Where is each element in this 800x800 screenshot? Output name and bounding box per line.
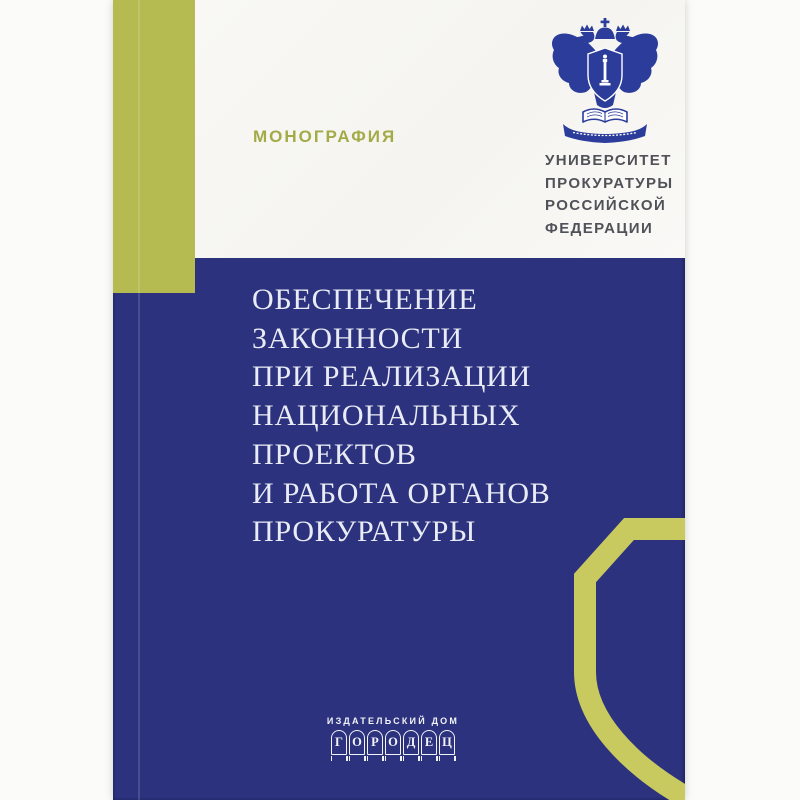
logo-letter-cell: Р xyxy=(367,730,383,755)
logo-letter-cell: Е xyxy=(421,730,437,755)
book-cover xyxy=(113,0,685,800)
book-title xyxy=(252,281,551,552)
title-line: ПРИ РЕАЛИЗАЦИИ xyxy=(252,360,532,394)
logo-letter-cell: Д xyxy=(403,730,419,755)
university-line: УНИВЕРСИТЕТ xyxy=(545,152,672,169)
series-label: МОНОГРАФИЯ xyxy=(253,127,397,146)
spine-crease xyxy=(138,0,140,800)
publisher-logo xyxy=(293,716,493,762)
university-line: РОССИЙСКОЙ xyxy=(545,197,667,215)
logo-letter-cell: О xyxy=(349,730,365,755)
title-line: НАЦИОНАЛЬНЫХ xyxy=(252,399,521,433)
university-name xyxy=(545,150,673,241)
logo-letter-cell: Г xyxy=(331,730,347,755)
logo-letter-cell: О xyxy=(385,730,401,755)
title-line: ПРОКУРАТУРЫ xyxy=(252,515,477,549)
university-emblem-icon xyxy=(549,18,661,146)
publisher-name xyxy=(293,730,493,762)
university-line: ФЕДЕРАЦИИ xyxy=(545,220,654,238)
title-line: ЗАКОННОСТИ xyxy=(252,321,463,355)
title-line: ОБЕСПЕЧЕНИЕ xyxy=(252,283,478,316)
publisher-label: ИЗДАТЕЛЬСКИЙ ДОМ xyxy=(326,716,460,726)
title-line: И РАБОТА ОРГАНОВ xyxy=(252,476,551,510)
university-line: ПРОКУРАТУРЫ xyxy=(545,174,674,192)
logo-letter-cell: Ц xyxy=(439,730,455,755)
title-line: ПРОЕКТОВ xyxy=(252,437,417,471)
